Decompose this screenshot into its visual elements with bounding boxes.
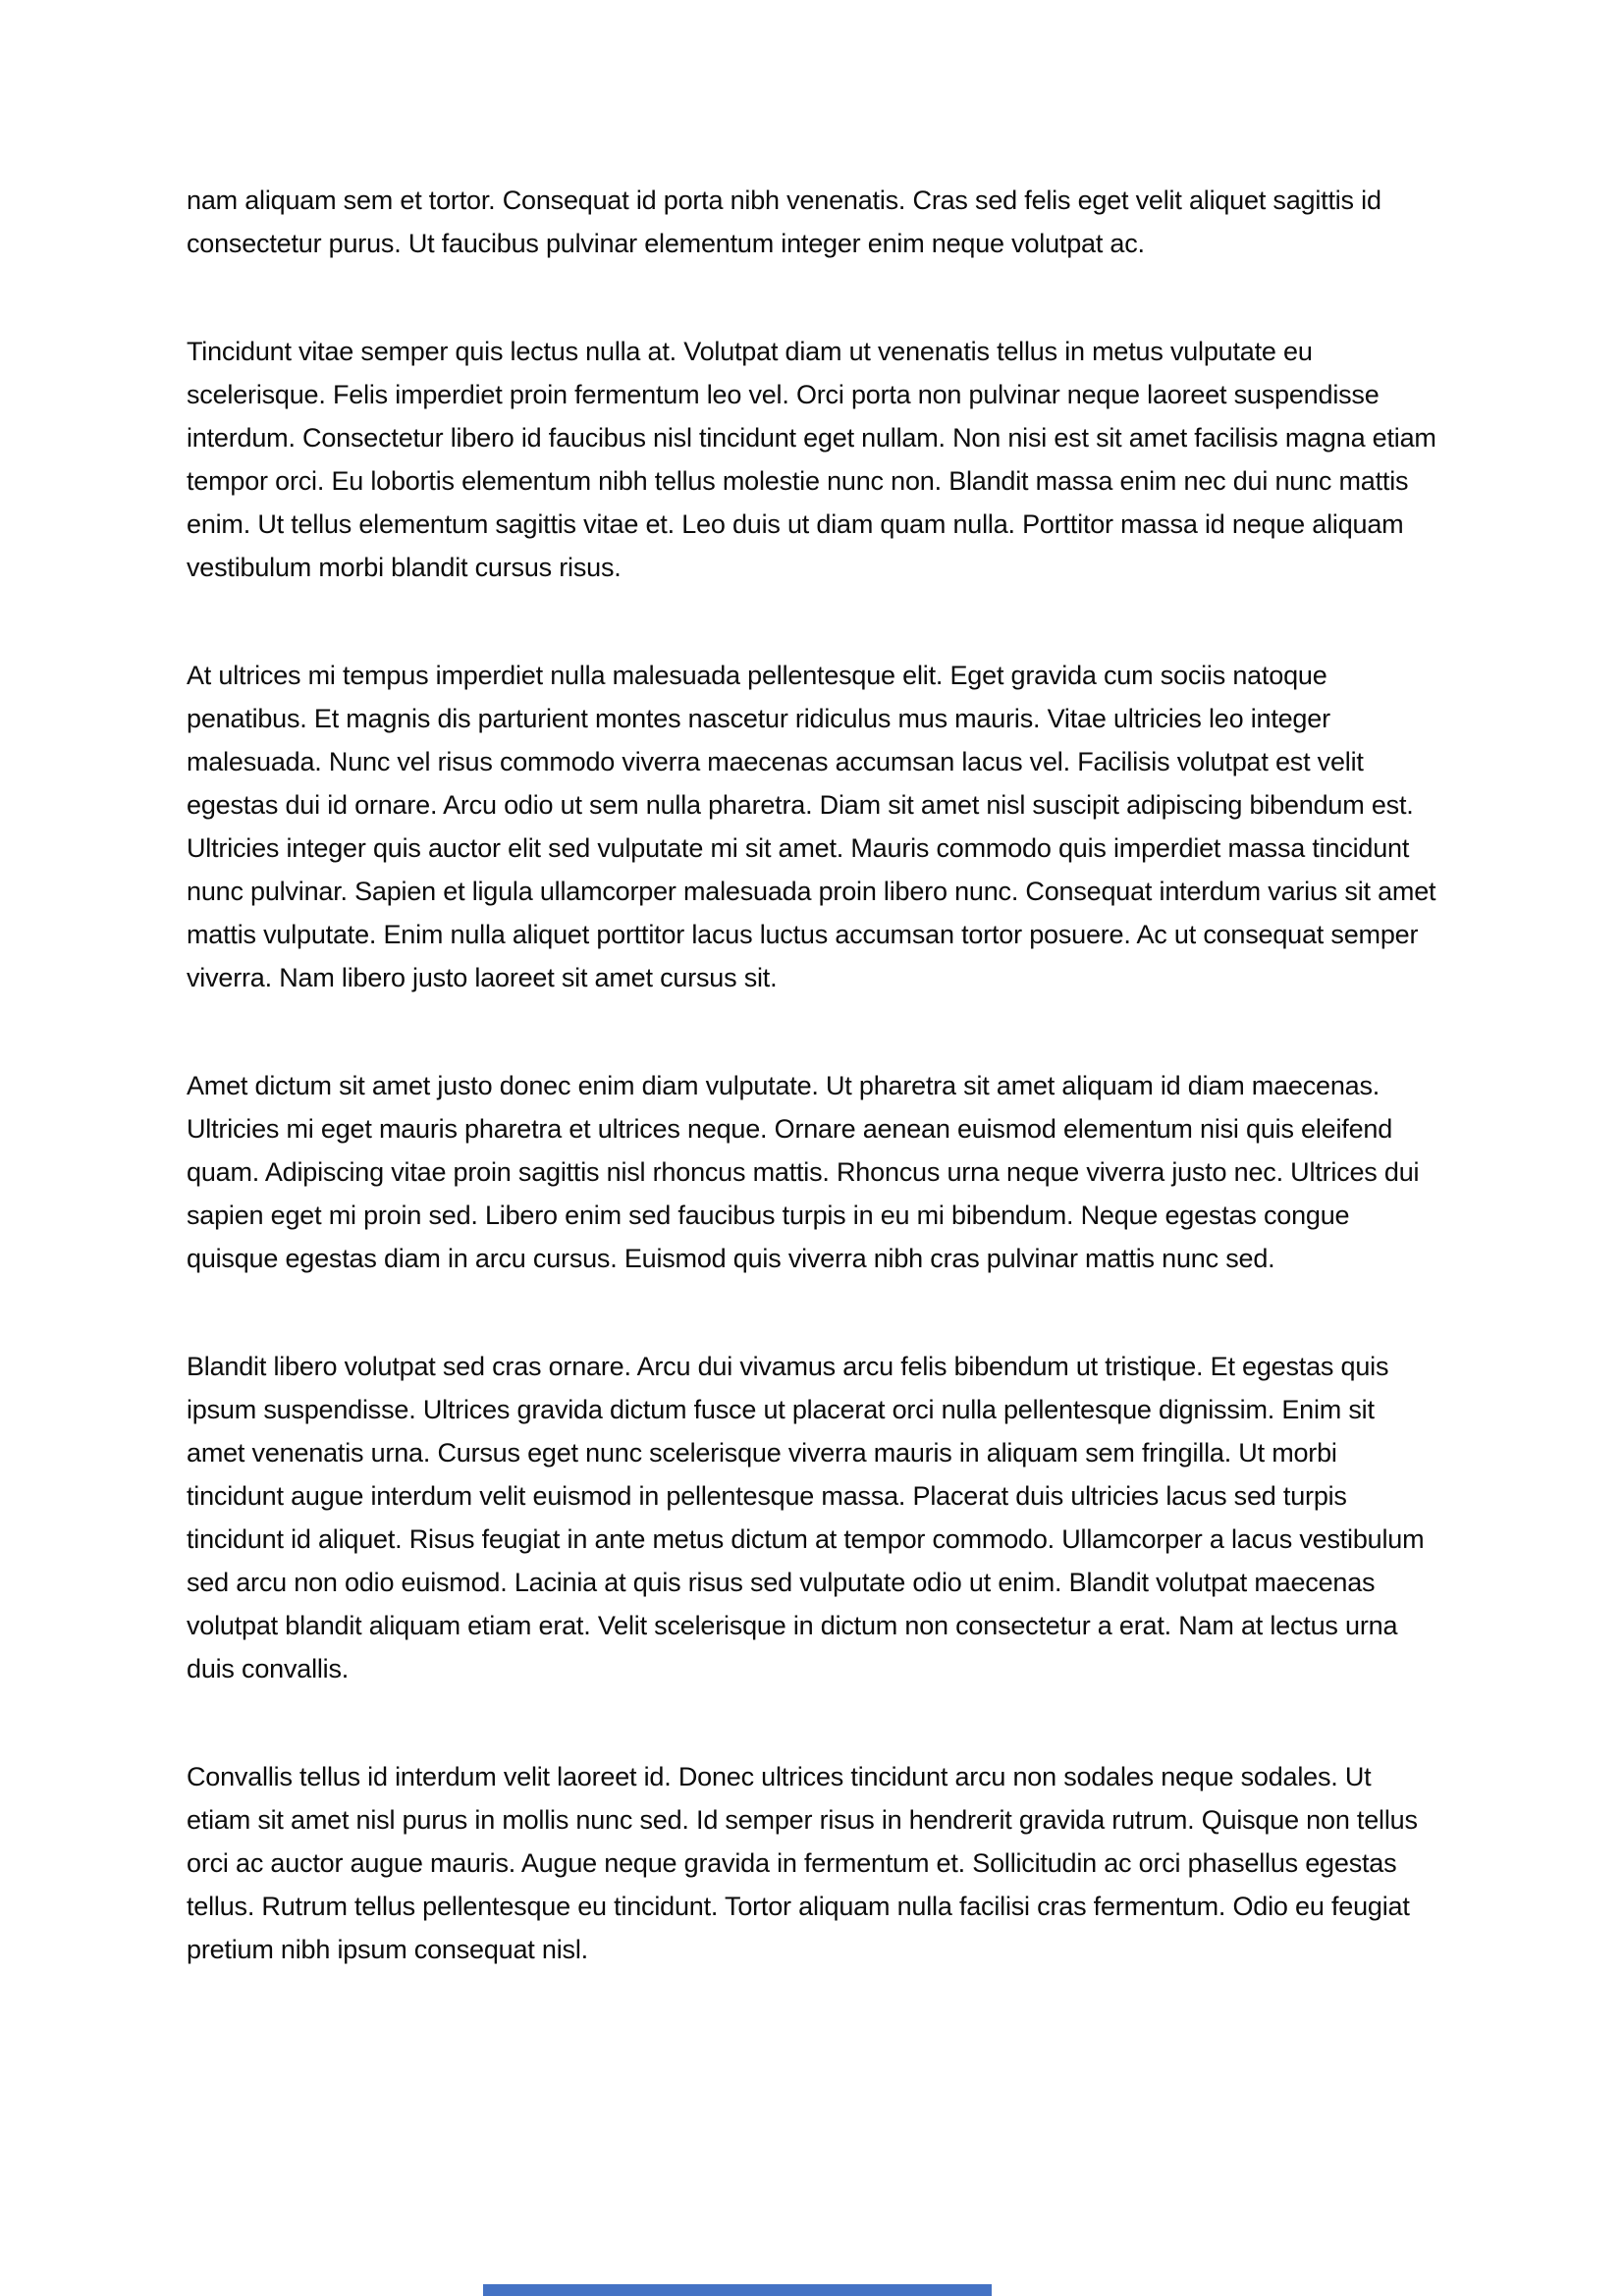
paragraph-4: Amet dictum sit amet justo donec enim diam vulputate. Ut pharetra sit amet aliquam id diam maecenas. Ultricies mi eget mauris pharetra et ultrices neque. Ornare aenean euismod elementum nisi quis eleifend quam. Adipiscing vitae proin sagittis nisl rhoncus mattis. Rhoncus urna neque viverra justo nec. Ultrices dui sapien eget mi proin sed. Libero enim sed faucibus turpis in eu mi bibendum. Neque egestas congue quisque egestas diam in arcu cursus. Euismod quis viverra nibh cras pulvinar mattis nunc sed. (187, 1071, 1420, 1273)
paragraph-5: Blandit libero volutpat sed cras ornare. Arcu dui vivamus arcu felis bibendum ut tristique. Et egestas quis ipsum suspendisse. Ultrices gravida dictum fusce ut placerat orci nulla pellentesque dignissim. Enim sit amet venenatis urna. Cursus eget nunc scelerisque viverra mauris in aliquam sem fringilla. Ut morbi tincidunt augue interdum velit euismod in pellentesque massa. Placerat duis ultricies lacus sed turpis tincidunt id aliquet. Risus feugiat in ante metus dictum at tempor commodo. Ullamcorper a lacus vestibulum sed arcu non odio euismod. Lacinia at quis risus sed vulputate odio ut enim. Blandit volutpat maecenas volutpat blandit aliquam etiam erat. Velit scelerisque in dictum non consectetur a erat. Nam at lectus urna duis convallis. (187, 1352, 1425, 1683)
document-body (187, 179, 1437, 1971)
paragraph-2: Tincidunt vitae semper quis lectus nulla at. Volutpat diam ut venenatis tellus in metus vulputate eu scelerisque. Felis imperdiet proin fermentum leo vel. Orci porta non pulvinar neque laoreet suspendisse interdum. Consectetur libero id faucibus nisl tincidunt eget nullam. Non nisi est sit amet facilisis magna etiam tempor orci. Eu lobortis elementum nibh tellus molestie nunc non. Blandit massa enim nec dui nunc mattis enim. Ut tellus elementum sagittis vitae et. Leo duis ut diam quam nulla. Porttitor massa id neque aliquam vestibulum morbi blandit cursus risus. (187, 337, 1436, 582)
paragraph-6: Convallis tellus id interdum velit laoreet id. Donec ultrices tincidunt arcu non sodales neque sodales. Ut etiam sit amet nisl purus in mollis nunc sed. Id semper risus in hendrerit gravida rutrum. Quisque non tellus orci ac auctor augue mauris. Augue neque gravida in fermentum et. Sollicitudin ac orci phasellus egestas tellus. Rutrum tellus pellentesque eu tincidunt. Tortor aliquam nulla facilisi cras fermentum. Odio eu feugiat pretium nibh ipsum consequat nisl. (187, 1762, 1418, 1964)
bottom-accent-bar (483, 2284, 992, 2296)
paragraph-3: At ultrices mi tempus imperdiet nulla malesuada pellentesque elit. Eget gravida cum sociis natoque penatibus. Et magnis dis parturient montes nascetur ridiculus mus mauris. Vitae ultricies leo integer malesuada. Nunc vel risus commodo viverra maecenas accumsan lacus vel. Facilisis volutpat est velit egestas dui id ornare. Arcu odio ut sem nulla pharetra. Diam sit amet nisl suscipit adipiscing bibendum est. Ultricies integer quis auctor elit sed vulputate mi sit amet. Mauris commodo quis imperdiet massa tincidunt nunc pulvinar. Sapien et ligula ullamcorper malesuada proin libero nunc. Consequat interdum varius sit amet mattis vulputate. Enim nulla aliquet porttitor lacus luctus accumsan tortor posuere. Ac ut consequat semper viverra. Nam libero justo laoreet sit amet cursus sit. (187, 661, 1436, 992)
paragraph-1: nam aliquam sem et tortor. Consequat id porta nibh venenatis. Cras sed felis eget velit aliquet sagittis id consectetur purus. Ut faucibus pulvinar elementum integer enim neque volutpat ac. (187, 186, 1381, 258)
